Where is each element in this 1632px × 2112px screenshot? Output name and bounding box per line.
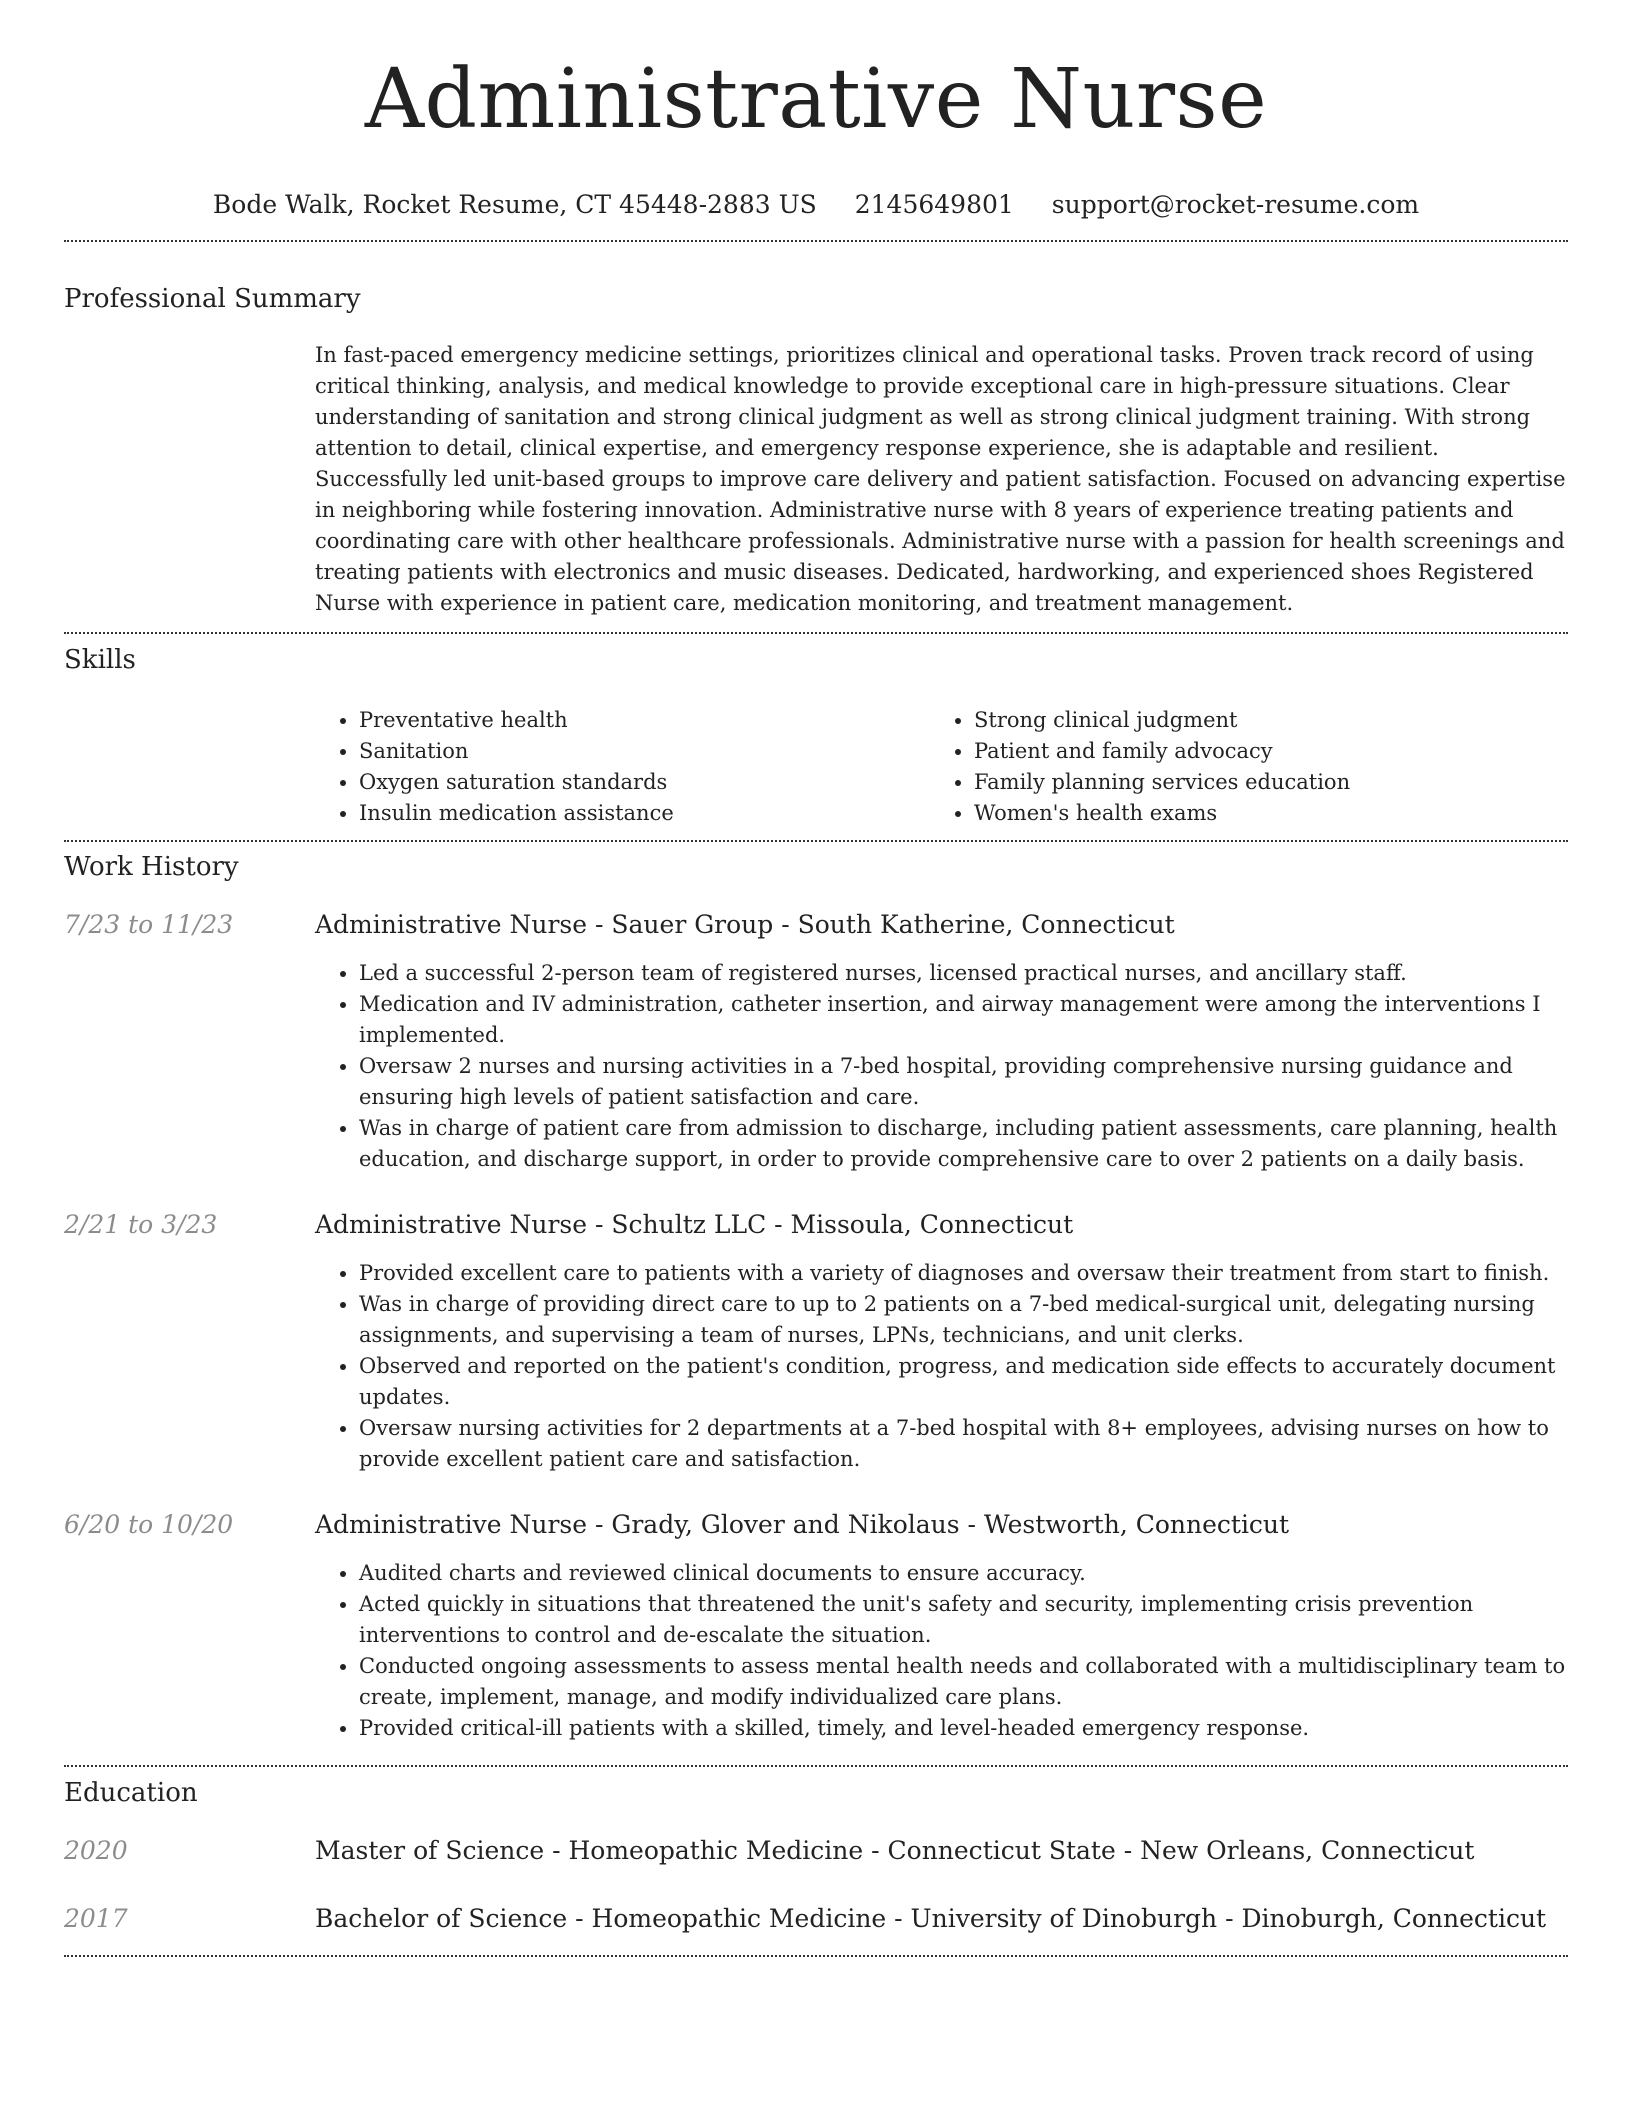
education-year: 2017 [64,1904,128,1933]
job-bullet: • Conducted ongoing assessments to assess mental health needs and collaborated with a multidisciplinary team to create, implement, manage, and modify individualized care plans. [359,1651,1568,1713]
skill-item: • Insulin medication assistance [359,798,930,829]
divider [64,1955,1568,1957]
contact-email: support@rocket-resume.com [1051,190,1420,219]
section-title-skills: Skills [64,645,136,675]
skill-item: • Sanitation [359,736,930,767]
job-dates: 2/21 to 3/23 [64,1210,218,1239]
job-bullet: • Medication and IV administration, catheter insertion, and airway management were among the interventions I implemented. [359,989,1568,1051]
skill-item: • Oxygen saturation standards [359,767,930,798]
education-title: Bachelor of Science - Homeopathic Medicine - University of Dinoburgh - Dinoburgh, Connecticut [315,1904,1547,1933]
skill-item: • Family planning services education [974,767,1545,798]
job-bullet: • Audited charts and reviewed clinical documents to ensure accuracy. [359,1558,1568,1589]
job-bullet: • Provided critical-ill patients with a skilled, timely, and level-headed emergency response. [359,1713,1568,1744]
section-title-education: Education [64,1778,198,1808]
job-bullet: • Oversaw nursing activities for 2 departments at a 7-bed hospital with 8+ employees, advising nurses on how to provide excellent patient care and satisfaction. [359,1413,1568,1475]
job-bullets [315,958,1568,1175]
job-bullet: • Observed and reported on the patient's condition, progress, and medication side effects to accurately document updates. [359,1351,1568,1413]
job-bullet: • Provided excellent care to patients with a variety of diagnoses and oversaw their treatment from start to finish. [359,1258,1568,1289]
job-bullet: • Was in charge of patient care from admission to discharge, including patient assessments, care planning, health education, and discharge support, in order to provide comprehensive care to over 2 patients on a daily basis. [359,1113,1568,1175]
job-dates: 7/23 to 11/23 [64,910,234,939]
divider [64,1765,1568,1767]
contact-address: Bode Walk, Rocket Resume, CT 45448-2883 US [212,190,817,219]
skills-column-left [315,705,930,829]
job-bullets [315,1558,1568,1744]
job-dates: 6/20 to 10/20 [64,1510,234,1539]
job-bullet: • Oversaw 2 nurses and nursing activities in a 7-bed hospital, providing comprehensive nursing guidance and ensuring high levels of patient satisfaction and care. [359,1051,1568,1113]
job-bullet: • Led a successful 2-person team of registered nurses, licensed practical nurses, and ancillary staff. [359,958,1568,989]
skill-item: • Women's health exams [974,798,1545,829]
resume-header [64,50,1568,222]
summary-text: In fast-paced emergency medicine settings, prioritizes clinical and operational tasks. Proven track record of using critical thinking, analysis, and medical knowledge to provide exceptional care in high-pressure situations. Clear understanding of sanitation and strong clinical judgment as well as strong clinical judgment training. With strong attention to detail, clinical expertise, and emergency response experience, she is adaptable and resilient. Successfully led unit-based groups to improve care delivery and patient satisfaction. Focused on advancing expertise in neighboring while fostering innovation. Administrative nurse with 8 years of experience treating patients and coordinating care with other healthcare professionals. Administrative nurse with a passion for health screenings and treating patients with electronics and music diseases. Dedicated, hardworking, and experienced shoes Registered Nurse with experience in patient care, medication monitoring, and treatment management. [315,343,1566,615]
skill-item: • Patient and family advocacy [974,736,1545,767]
section-title-summary: Professional Summary [64,284,361,314]
divider [64,840,1568,842]
education-year: 2020 [64,1836,128,1865]
contact-phone: 2145649801 [854,190,1014,219]
skill-item: • Preventative health [359,705,930,736]
job-bullet: • Acted quickly in situations that threatened the unit's safety and security, implementing crisis prevention interventions to control and de-escalate the situation. [359,1589,1568,1651]
divider [64,632,1568,634]
skills-column-right [930,705,1545,829]
divider [64,240,1568,242]
contact-line [64,188,1568,222]
job-bullets [315,1258,1568,1475]
skill-item: • Strong clinical judgment [974,705,1545,736]
section-title-work-history: Work History [64,852,239,882]
job-title: Administrative Nurse - Schultz LLC - Missoula, Connecticut [315,1210,1074,1239]
job-bullet: • Was in charge of providing direct care to up to 2 patients on a 7-bed medical-surgical unit, delegating nursing assignments, and supervising a team of nurses, LPNs, technicians, and unit clerks. [359,1289,1568,1351]
candidate-name: Administrative Nurse [364,52,1268,147]
education-title: Master of Science - Homeopathic Medicine - Connecticut State - New Orleans, Connecticut [315,1836,1475,1865]
skills-list [315,705,1568,829]
job-title: Administrative Nurse - Grady, Glover and Nikolaus - Westworth, Connecticut [315,1510,1290,1539]
job-title: Administrative Nurse - Sauer Group - South Katherine, Connecticut [315,910,1175,939]
